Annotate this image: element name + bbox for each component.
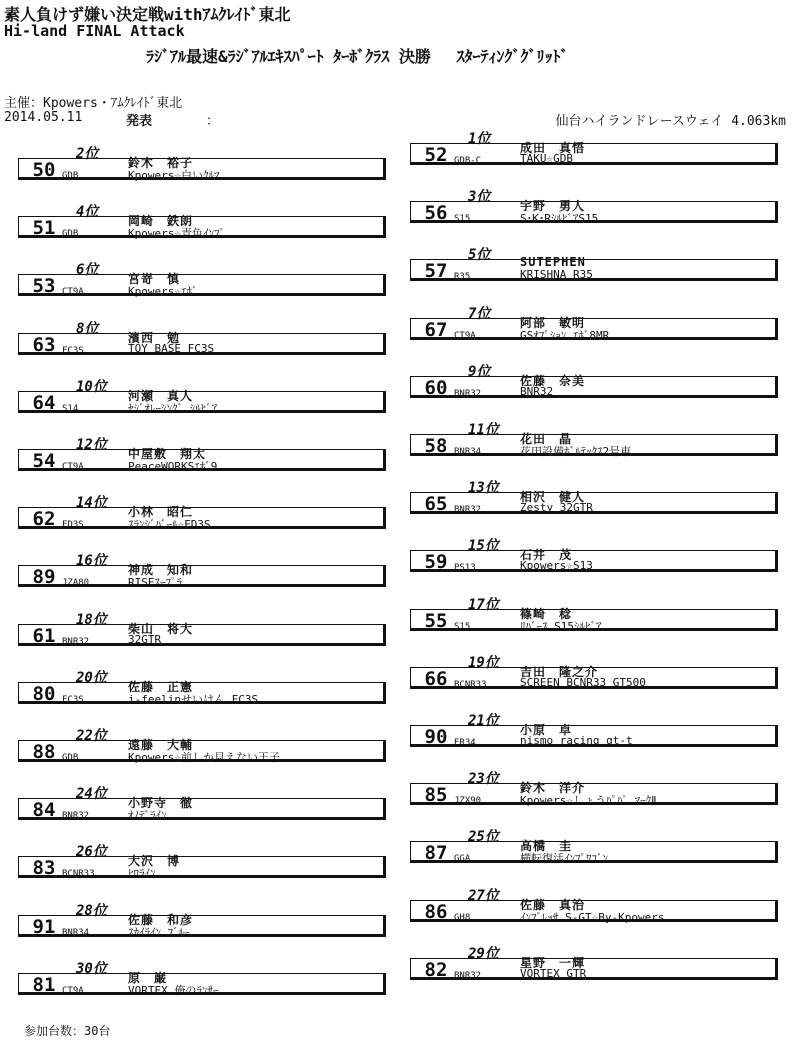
driver-name: 星野 一輝 — [520, 955, 586, 970]
car-model: GDB — [62, 753, 79, 763]
car-model: BNR32 — [454, 505, 482, 516]
car-number: 59 — [424, 551, 448, 574]
driver-name: 宮嵜 慎 — [128, 272, 181, 287]
team-name: 横転復活ｲﾝﾌﾟﾜｺﾞﾝ — [520, 852, 608, 866]
team-name: ｾｼﾞｵﾚｰｼﾝｸﾞ ｼﾙﾋﾞｱ — [128, 401, 218, 415]
team-name: Kpowers☆しょうﾊﾟﾊﾟ ﾏｰｸⅡ — [520, 794, 657, 808]
team-name: 32GTR — [128, 632, 162, 646]
grid-slot — [18, 259, 390, 299]
car-model: R35 — [454, 272, 471, 283]
grid-slot — [18, 143, 390, 183]
driver-name: 相沢 健人 — [520, 490, 586, 505]
grid-slot — [410, 477, 782, 517]
team-name: BNR32 — [520, 384, 554, 398]
car-model: FC3S — [62, 694, 84, 705]
car-model: CT9A — [62, 287, 84, 298]
car-number: 81 — [32, 973, 56, 996]
car-model: S15 — [454, 214, 471, 225]
grid-slot — [410, 244, 782, 284]
grid-slot — [18, 434, 390, 474]
grid-position: 27位 — [468, 887, 499, 904]
car-model: JZX90 — [454, 796, 482, 807]
driver-name: 小林 昭仁 — [128, 505, 194, 520]
car-number: 57 — [424, 260, 448, 283]
driver-name: 遠藤 大輔 — [128, 738, 194, 752]
team-name: VORTEX GTR — [520, 966, 587, 980]
car-number: 88 — [32, 741, 56, 763]
grid-slot — [410, 710, 782, 750]
car-model: BCNR33 — [62, 869, 95, 880]
driver-name: 柴山 将大 — [128, 621, 194, 636]
car-model: PS13 — [454, 563, 476, 574]
team-name: ﾘﾊﾞｰｽ S15ｼﾙﾋﾞｱ — [520, 619, 602, 633]
team-name: ｲﾝﾌﾟﾚｯｻ S-GT☆By-Kpowers — [520, 910, 665, 924]
grid-position: 3位 — [468, 189, 491, 206]
car-number: 52 — [424, 144, 448, 166]
team-name: SCREEN BCNR33 GT500 — [520, 675, 646, 689]
driver-name: 佐藤 奈美 — [520, 373, 586, 388]
driver-name: 小原 卓 — [520, 723, 573, 737]
grid-slot — [18, 841, 390, 881]
grid-slot — [410, 419, 782, 459]
team-name: TOY BASE FC3S — [128, 341, 215, 355]
car-number: 50 — [32, 159, 56, 181]
team-name: VORTEX 俺のﾗﾝｻｰ — [128, 983, 219, 997]
grid-slot — [18, 900, 390, 940]
grid-position: 1位 — [468, 131, 491, 147]
car-number: 51 — [32, 217, 56, 240]
event-date: 2014.05.11 — [4, 110, 83, 125]
grid-position: 28位 — [76, 902, 107, 919]
driver-name: 吉田 隆之介 — [520, 664, 599, 679]
driver-name: 成田 真悟 — [520, 141, 586, 155]
driver-name: 大沢 博 — [128, 854, 181, 869]
grid-slot — [410, 768, 782, 808]
grid-position: 14位 — [76, 495, 107, 512]
team-name: RISEｽｰﾌﾟﾗ — [128, 576, 182, 590]
grid-slot — [18, 201, 390, 241]
car-number: 62 — [32, 508, 56, 531]
grid-position: 24位 — [76, 786, 107, 803]
grid-slot — [410, 361, 782, 401]
car-model: CT9A — [454, 330, 476, 341]
event-subtitle: Hi-land FINAL Attack — [4, 22, 185, 40]
driver-name: SUTEPHEN — [520, 255, 586, 270]
car-model: FD3S — [62, 520, 84, 531]
grid-slot — [410, 594, 782, 634]
team-name: Kpowers☆前しか見えない王子 — [128, 751, 280, 764]
team-name: TAKU☆GDB — [520, 152, 573, 165]
car-number: 55 — [424, 609, 448, 632]
car-number: 90 — [424, 726, 448, 748]
car-number: 80 — [32, 682, 56, 705]
car-number: 85 — [424, 784, 448, 807]
driver-name: 原 巌 — [128, 970, 168, 985]
car-model: GGA — [454, 854, 471, 865]
car-model: BNR34 — [454, 447, 482, 457]
grid-slot — [18, 609, 390, 649]
grid-slot — [18, 376, 390, 416]
venue: 仙台ハイランドレースウェイ 4.063km — [555, 114, 786, 129]
organizer: 主催：Kpowers・ｱﾑｸﾚｲﾄﾞ東北 — [4, 96, 183, 111]
grid-position: 21位 — [468, 713, 499, 729]
car-number: 83 — [32, 857, 56, 880]
team-name: Kpowers☆ｴﾎﾞ — [128, 285, 198, 299]
grid-slot — [18, 783, 390, 823]
team-name: ﾋﾛﾗｲﾝ — [128, 867, 156, 881]
grid-position: 16位 — [76, 553, 107, 570]
grid-position: 20位 — [76, 669, 107, 686]
grid-position: 29位 — [468, 945, 499, 962]
grid-slot — [410, 128, 782, 168]
driver-name: 濱西 勉 — [128, 330, 181, 345]
team-name: S･K･RｼﾙﾋﾞｱS15 — [520, 212, 599, 226]
team-name: GSｵﾌﾟｼｮﾝ ｴﾎﾞ8MR — [520, 328, 610, 342]
driver-name: 宇野 勇人 — [520, 199, 586, 214]
car-model: FC3S — [62, 345, 84, 356]
car-number: 89 — [32, 566, 56, 589]
car-model: CT9A — [62, 462, 84, 472]
car-number: 60 — [424, 376, 448, 399]
grid-slot — [410, 303, 782, 343]
team-name: i-feelinせいけん FC3S — [128, 692, 259, 706]
grid-slot — [18, 318, 390, 358]
driver-name: 石井 茂 — [520, 548, 573, 563]
car-number: 54 — [32, 450, 56, 472]
car-number: 82 — [424, 958, 448, 981]
driver-name: 佐藤 和彦 — [128, 912, 194, 927]
car-model: BNR32 — [454, 388, 482, 399]
team-name: KRISHNA R35 — [520, 268, 593, 282]
grid-slot — [410, 885, 782, 925]
grid-slot — [18, 492, 390, 532]
driver-name: 河瀬 真人 — [128, 388, 194, 403]
grid-slot — [18, 667, 390, 707]
grid-position: 7位 — [468, 305, 491, 322]
grid-position: 13位 — [468, 480, 499, 497]
driver-name: 神成 知和 — [128, 563, 194, 578]
car-model: S14 — [62, 403, 79, 414]
driver-name: 鈴木 裕子 — [128, 156, 194, 170]
car-number: 58 — [424, 435, 448, 457]
driver-name: 篠崎 稔 — [520, 606, 573, 621]
grid-slot — [18, 958, 390, 998]
car-number: 67 — [424, 318, 448, 341]
driver-name: 佐藤 真治 — [520, 897, 586, 912]
team-name: PeaceWORKSｴﾎﾞ9 — [128, 460, 218, 473]
team-name: Kpowers☆青色ｲﾝﾌﾟ — [128, 227, 225, 241]
car-model: GDB-C — [454, 156, 482, 166]
team-name: 花田設備ﾎﾞﾙﾃｯｸｽ2号車 — [520, 445, 632, 458]
announced-label: 発表 — [126, 114, 153, 129]
car-model: GH8 — [454, 912, 471, 923]
team-name: ｵﾉﾃﾞﾗｲﾝ — [128, 809, 167, 823]
car-number: 87 — [424, 842, 448, 865]
car-model: S15 — [454, 621, 471, 632]
team-name: ｽｶｲﾗｲﾝ ﾌﾞﾙｰ — [128, 925, 190, 939]
grid-position: 5位 — [468, 247, 491, 264]
car-model: BNR34 — [62, 927, 90, 938]
car-model: BCNR33 — [454, 679, 487, 690]
car-number: 64 — [32, 391, 56, 414]
car-model: BNR32 — [62, 811, 90, 822]
grid-slot — [410, 186, 782, 226]
driver-name: 佐藤 正憲 — [128, 679, 194, 694]
announced-colon: ： — [206, 114, 220, 129]
driver-name: 鈴木 洋介 — [520, 781, 586, 796]
team-name: nismo racing gt-t — [520, 734, 633, 747]
grid-slot — [18, 550, 390, 590]
grid-position: 23位 — [468, 771, 499, 788]
driver-name: 阿部 敏明 — [520, 315, 586, 330]
grid-slot — [410, 535, 782, 575]
grid-slot — [410, 826, 782, 866]
car-model: JZA80 — [62, 578, 90, 589]
grid-position: 9位 — [468, 363, 491, 380]
car-model: CT9A — [62, 985, 84, 996]
car-number: 61 — [32, 624, 56, 647]
grid-position: 15位 — [468, 538, 499, 555]
grid-slot — [18, 725, 390, 765]
grid-position: 10位 — [76, 378, 107, 395]
car-number: 65 — [424, 493, 448, 516]
car-number: 86 — [424, 900, 448, 923]
car-model: ER34 — [454, 738, 476, 748]
car-model: BNR32 — [62, 636, 90, 647]
team-name: Kpowers☆S13 — [520, 559, 593, 573]
car-number: 84 — [32, 799, 56, 822]
car-model: BNR32 — [454, 970, 482, 981]
car-number: 53 — [32, 275, 56, 298]
grid-slot — [410, 943, 782, 983]
car-number: 56 — [424, 202, 448, 225]
grid-position: 18位 — [76, 611, 107, 628]
grid-position: 30位 — [76, 960, 107, 977]
car-model: GDB — [62, 171, 79, 181]
driver-name: 花田 晶 — [520, 432, 573, 446]
grid-position: 17位 — [468, 596, 499, 613]
document-title: ﾗｼﾞｱﾙ最速&ﾗｼﾞｱﾙｴｷｽﾊﾟｰﾄ ﾀｰﾎﾞｸﾗｽ 決勝 ｽﾀｰﾃｨﾝｸﾞｸﾞﾘｯﾄﾞ — [146, 47, 569, 66]
grid-position: 26位 — [76, 844, 107, 861]
grid-position: 22位 — [76, 728, 107, 744]
grid-position: 4位 — [76, 204, 99, 221]
grid-position: 2位 — [76, 146, 99, 162]
grid-slot — [410, 652, 782, 692]
driver-name: 中屋敷 翔太 — [128, 447, 207, 461]
driver-name: 小野寺 徹 — [128, 796, 194, 811]
driver-name: 岡崎 鉄朗 — [128, 214, 194, 229]
grid-position: 25位 — [468, 829, 499, 846]
entry-count: 参加台数：30台 — [24, 1024, 111, 1038]
grid-position: 19位 — [468, 654, 499, 671]
grid-position: 12位 — [76, 437, 107, 453]
team-name: Kpowers☆白いｸﾙﾏ — [128, 169, 220, 182]
event-title: 素人負けず嫌い決定戦withｱﾑｸﾚｲﾄﾞ東北 — [4, 5, 291, 24]
car-number: 66 — [424, 667, 448, 690]
grid-position: 6位 — [76, 262, 99, 279]
grid-position: 8位 — [76, 320, 99, 337]
team-name: Zesty 32GTR — [520, 501, 593, 515]
driver-name: 高橋 圭 — [520, 839, 573, 854]
team-name: ｽﾗﾝｼﾞﾊﾞｰﾙ☆FD3S — [128, 518, 211, 532]
grid-position: 11位 — [468, 422, 499, 438]
car-model: GDB — [62, 229, 79, 240]
car-number: 63 — [32, 333, 56, 356]
car-number: 91 — [32, 915, 56, 938]
